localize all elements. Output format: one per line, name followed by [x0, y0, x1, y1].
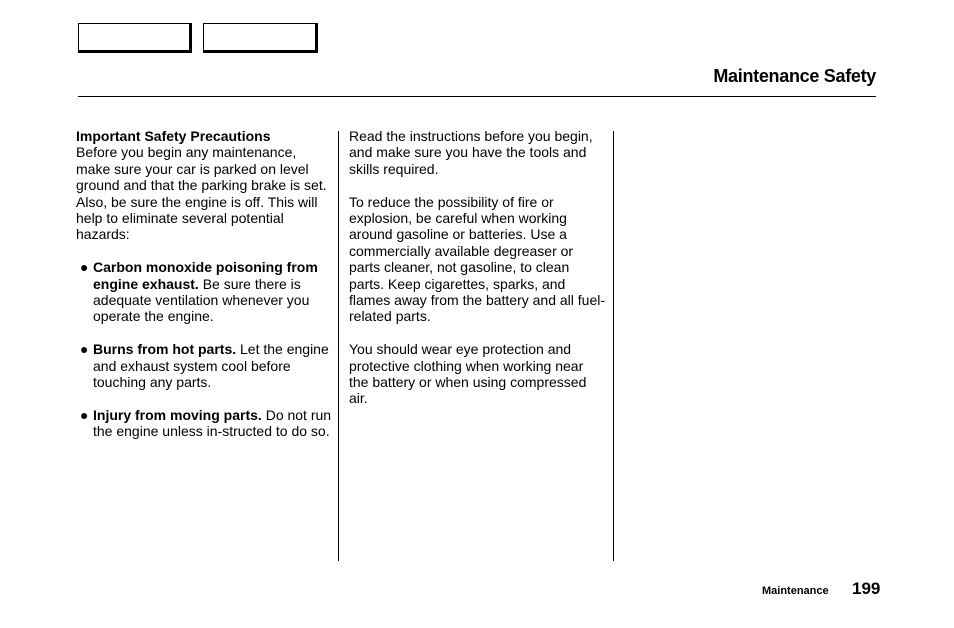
title-divider	[78, 96, 876, 97]
left-column	[76, 128, 332, 440]
bullet-icon: ●	[80, 259, 89, 276]
instructions-paragraph: Read the instructions before you begin, and make sure you have the tools and skills required.	[349, 128, 593, 177]
hazard-list	[76, 259, 332, 439]
list-item	[76, 259, 332, 325]
footer-section-label: Maintenance	[762, 585, 829, 597]
column-divider	[338, 131, 339, 561]
intro-paragraph: Before you begin any maintenance, make sure your car is parked on level ground and that the parking brake is set. Also, be sure the engine is off. This will help to eliminate several potential hazards:	[76, 144, 327, 243]
right-column	[349, 128, 605, 407]
bullet-icon: ●	[80, 341, 89, 358]
hazard-title: Injury from moving parts.	[93, 406, 262, 423]
hazard-text: Be sure there is adequate ventilation whenever you operate the engine.	[93, 275, 310, 325]
hazard-text: Do not run the engine unless in-structed to do so.	[93, 406, 332, 440]
list-item	[76, 407, 332, 440]
bullet-icon: ●	[80, 406, 89, 423]
hazard-text: Let the engine and exhaust system cool before touching any parts.	[93, 341, 329, 391]
protection-paragraph: You should wear eye protection and protective clothing when working near the battery or when using compressed air.	[349, 341, 587, 407]
nav-button-2[interactable]	[203, 23, 318, 53]
page-number: 199	[852, 579, 881, 598]
fire-safety-paragraph: To reduce the possibility of fire or explosion, be careful when working around gasoline or batteries. Use a commercially available degreaser or parts cleaner, not gasoline, to clean parts. Keep cigarettes, sparks, and flames away from the battery and all fuel-related parts.	[349, 193, 606, 325]
list-item	[76, 341, 332, 390]
section-heading: Important Safety Precautions	[76, 128, 271, 144]
hazard-title: Carbon monoxide poisoning from engine exhaust.	[93, 259, 318, 292]
column-divider	[613, 131, 614, 561]
nav-button-1[interactable]	[78, 23, 192, 53]
page-title: Maintenance Safety	[713, 66, 876, 86]
hazard-title: Burns from hot parts.	[93, 341, 237, 358]
